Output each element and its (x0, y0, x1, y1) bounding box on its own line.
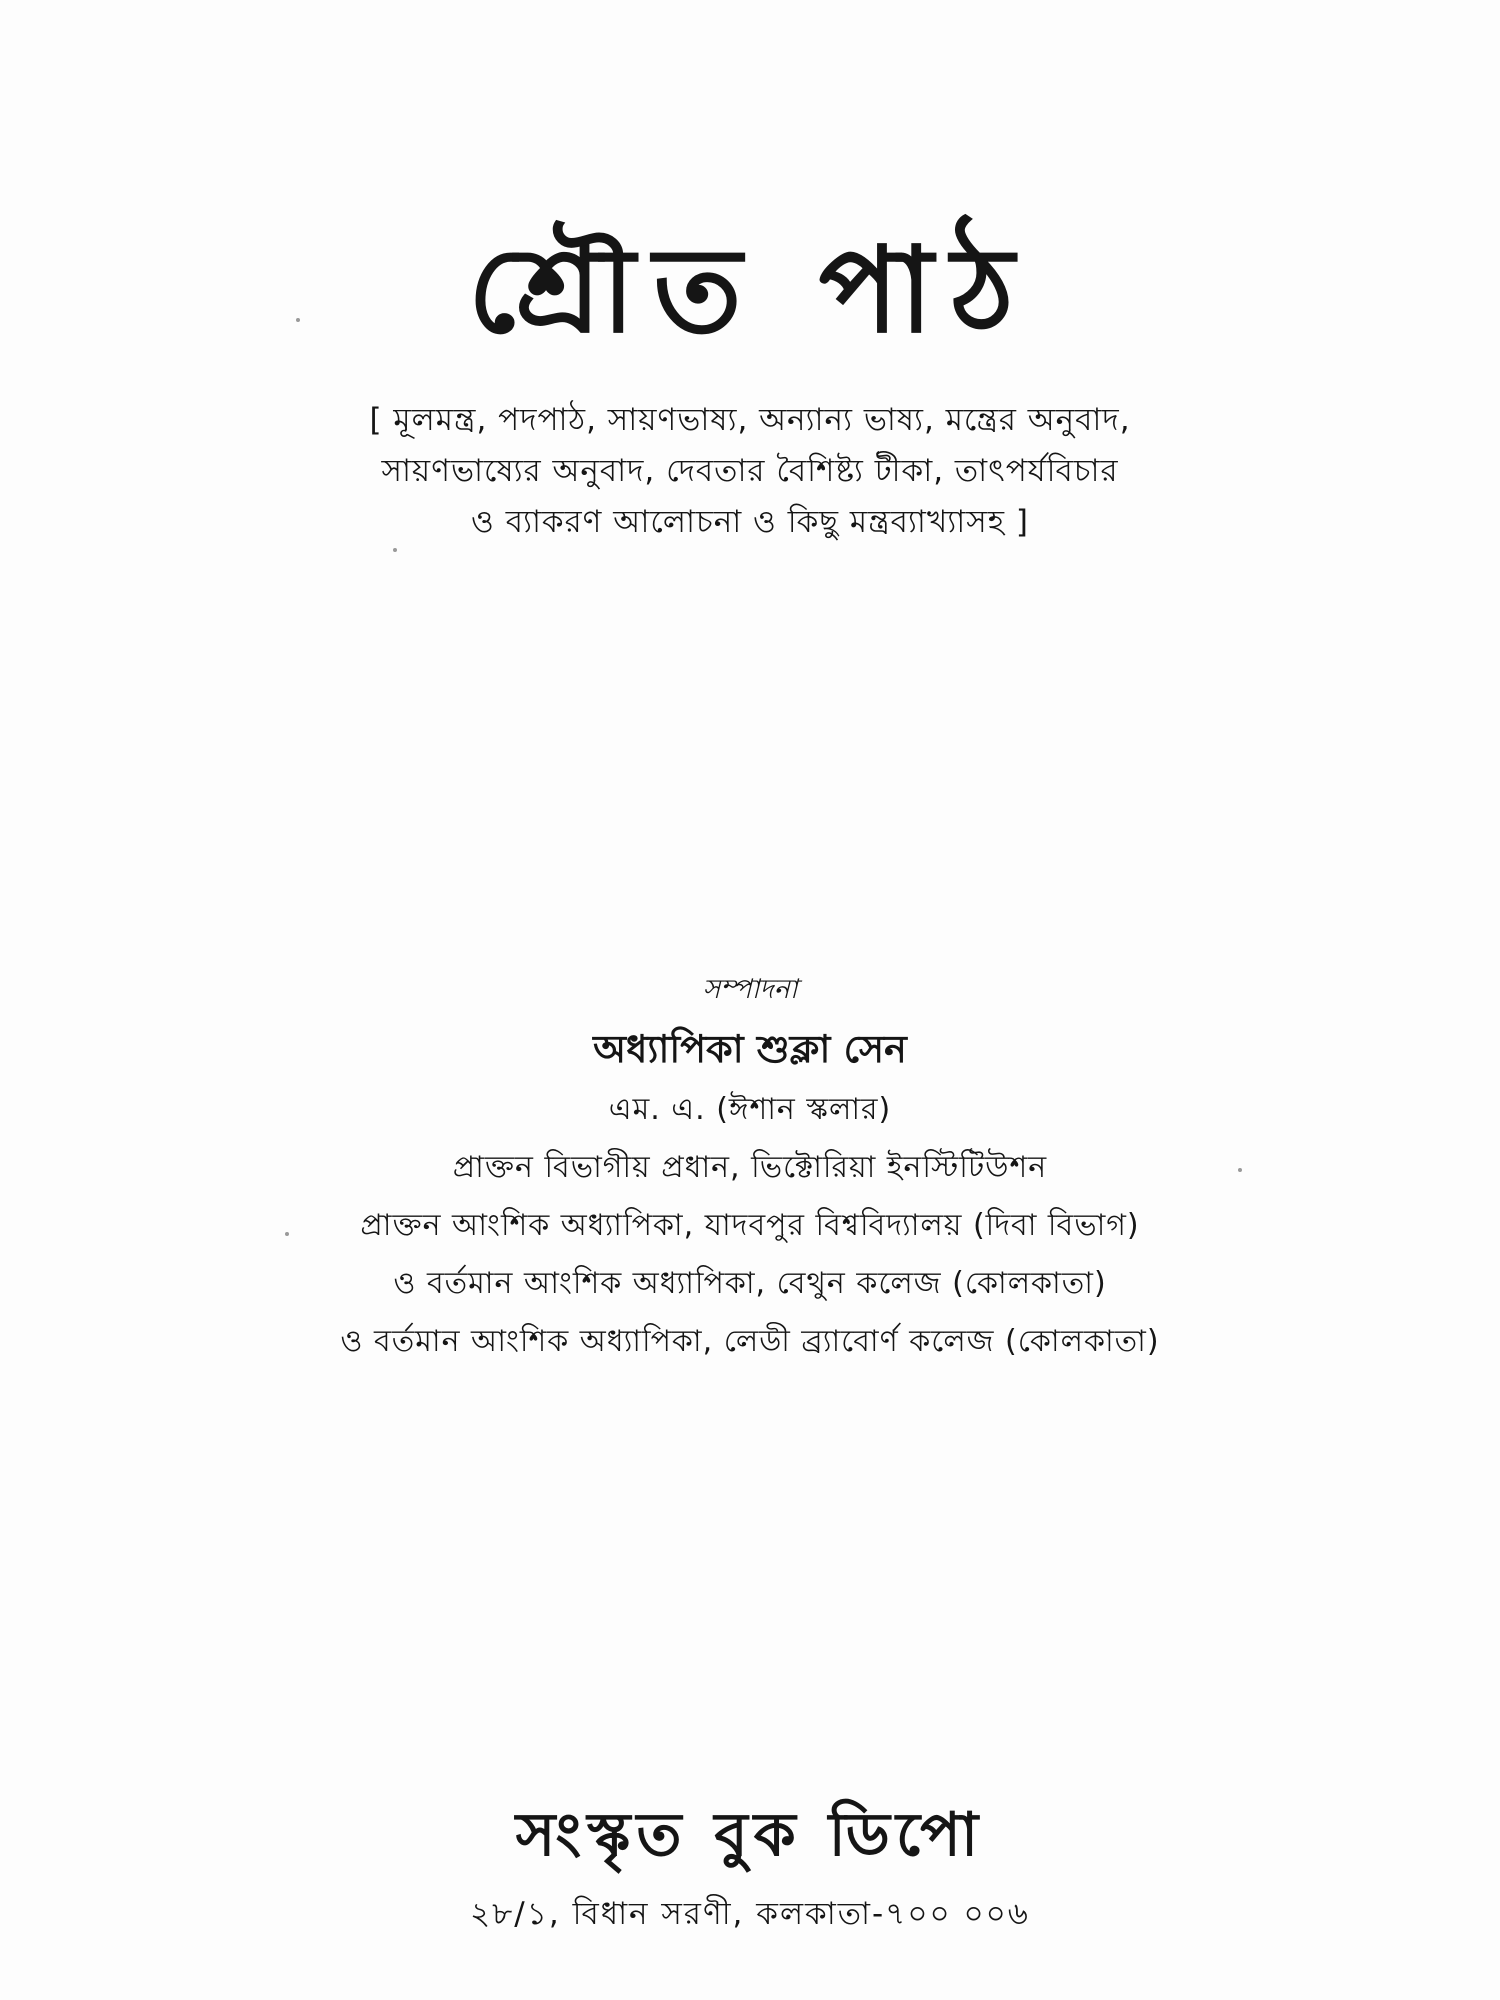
credential-line: প্রাক্তন বিভাগীয় প্রধান, ভিক্টোরিয়া ইনস্টিটিউশন (452, 1150, 1048, 1185)
subtitle-line-1: [ মূলমন্ত্র, পদপাঠ, সায়ণভাষ্য, অন্যান্য ভাষ্য, মন্ত্রের অনুবাদ, (369, 402, 1131, 438)
scan-speck (393, 548, 397, 552)
credential-line: এম. এ. (ঈশান স্কলার) (608, 1092, 892, 1127)
credential-line: ও বর্তমান আংশিক অধ্যাপিকা, লেডী ব্র্যাবোর্ণ কলেজ (কোলকাতা) (340, 1324, 1160, 1359)
scan-speck (1238, 1168, 1242, 1172)
edited-by-label: সম্পাদনা (702, 974, 798, 1005)
credential-line: ও বর্তমান আংশিক অধ্যাপিকা, বেথুন কলেজ (কোলকাতা) (393, 1266, 1107, 1301)
credential-line: প্রাক্তন আংশিক অধ্যাপিকা, যাদবপুর বিশ্ববিদ্যালয় (দিবা বিভাগ) (360, 1208, 1140, 1243)
publisher-name: সংস্কৃত বুক ডিপো (515, 1800, 985, 1870)
editor-name: অধ্যাপিকা শুক্লা সেন (593, 1027, 907, 1071)
scan-speck (285, 1232, 289, 1236)
subtitle-line-2: সায়ণভাষ্যের অনুবাদ, দেবতার বৈশিষ্ট্য টীকা, তাৎপর্যবিচার (381, 453, 1119, 489)
book-title: শ্রৌত পাঠ (467, 221, 1033, 359)
subtitle-line-3: ও ব্যাকরণ আলোচনা ও কিছু মন্ত্রব্যাখ্যাসহ ] (471, 504, 1029, 540)
scan-speck (296, 318, 300, 322)
publisher-address: ২৮/১, বিধান সরণী, কলকাতা-৭০০ ০০৬ (470, 1896, 1030, 1932)
